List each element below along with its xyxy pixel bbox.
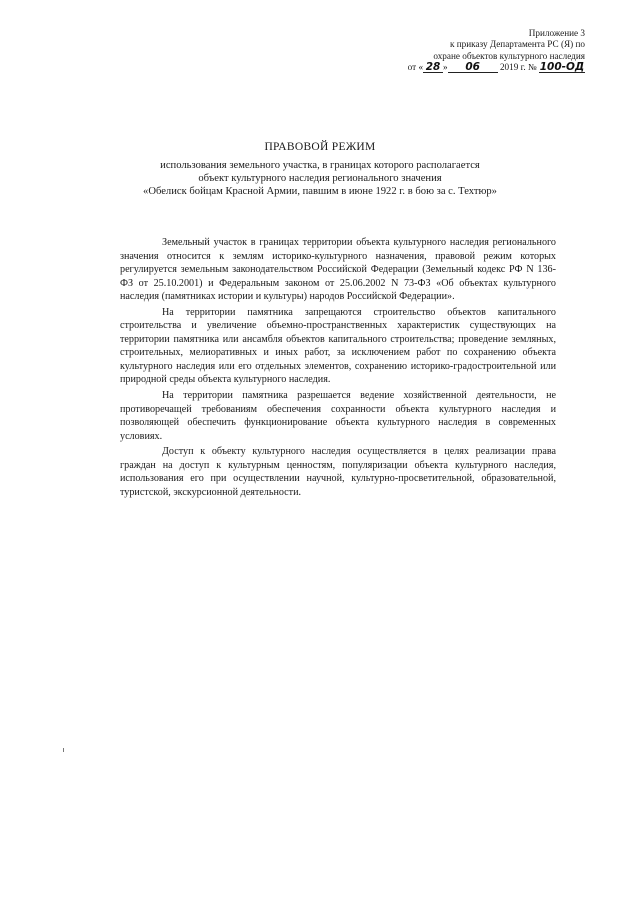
appendix-date-line: [355, 62, 585, 73]
date-day: 28: [423, 63, 443, 73]
appendix-title: Приложение 3: [528, 28, 585, 38]
appendix-line-1: к приказу Департамента РС (Я) по: [449, 39, 585, 50]
subtitle-line-2: объект культурного наследия регионального значения: [198, 173, 442, 185]
appendix-line-2: охране объектов культурного наследия: [433, 50, 585, 61]
subtitle-line-3: «Обелиск бойцам Красной Армии, павшим в июне 1922 г. в бою за с. Техтюр»: [143, 186, 497, 198]
paragraph-land-status: Земельный участок в границах территории объекта культурного наследия регионального значения относится к землям историко-культурного назначения, правовой режим которых регулируется земельным законодательством Российской Федерации (Земельный кодекс РФ N 136-ФЗ от 25.10.2001) и Федеральным законом от 25.06.2002 N 73-ФЗ «Об объектах культурного наследия (памятниках истории и культуры) народов Российской Федерации».: [120, 237, 556, 303]
date-month: 06: [448, 63, 498, 73]
appendix-header: [355, 28, 585, 73]
date-prefix: от «: [407, 61, 424, 72]
document-title: ПРАВОВОЙ РЕЖИМ: [264, 141, 376, 153]
scan-mark: [63, 748, 64, 752]
subtitle-line-1: использования земельного участка, в границах которого располагается: [160, 160, 480, 171]
paragraph-access: Доступ к объекту культурного наследия осуществляется в целях реализации права граждан на доступ к культурным ценностям, популяризации объекта культурного наследия, использования его при осуществлении научной, культурно-просветительной, образовательной, туристской, экскурсионной деятельности.: [120, 446, 556, 498]
date-mid: »: [443, 61, 448, 72]
title-block: [60, 140, 580, 199]
order-number: 100-ОД: [539, 60, 585, 73]
date-year: 2019 г. №: [499, 61, 537, 72]
document-body: [120, 236, 556, 501]
paragraph-permissions: На территории памятника разрешается ведение хозяйственной деятельности, не противоречащей требованиям обеспечения сохранности объекта культурного наследия и позволяющей обеспечить функционирование объекта культурного наследия в современных условиях.: [120, 390, 556, 442]
paragraph-prohibitions: На территории памятника запрещаются строительство объектов капитального строительства и увеличение объемно-пространственных характеристик существующих на территории памятника или ансамбля объектов капитального строительства; проведение земляных, строительных, мелиоративных и иных работ, за исключением работ по сохранению объекта культурного наследия или его отдельных элементов, сохранению историко-градостроительной или природной среды объекта культурного наследия.: [120, 306, 556, 386]
